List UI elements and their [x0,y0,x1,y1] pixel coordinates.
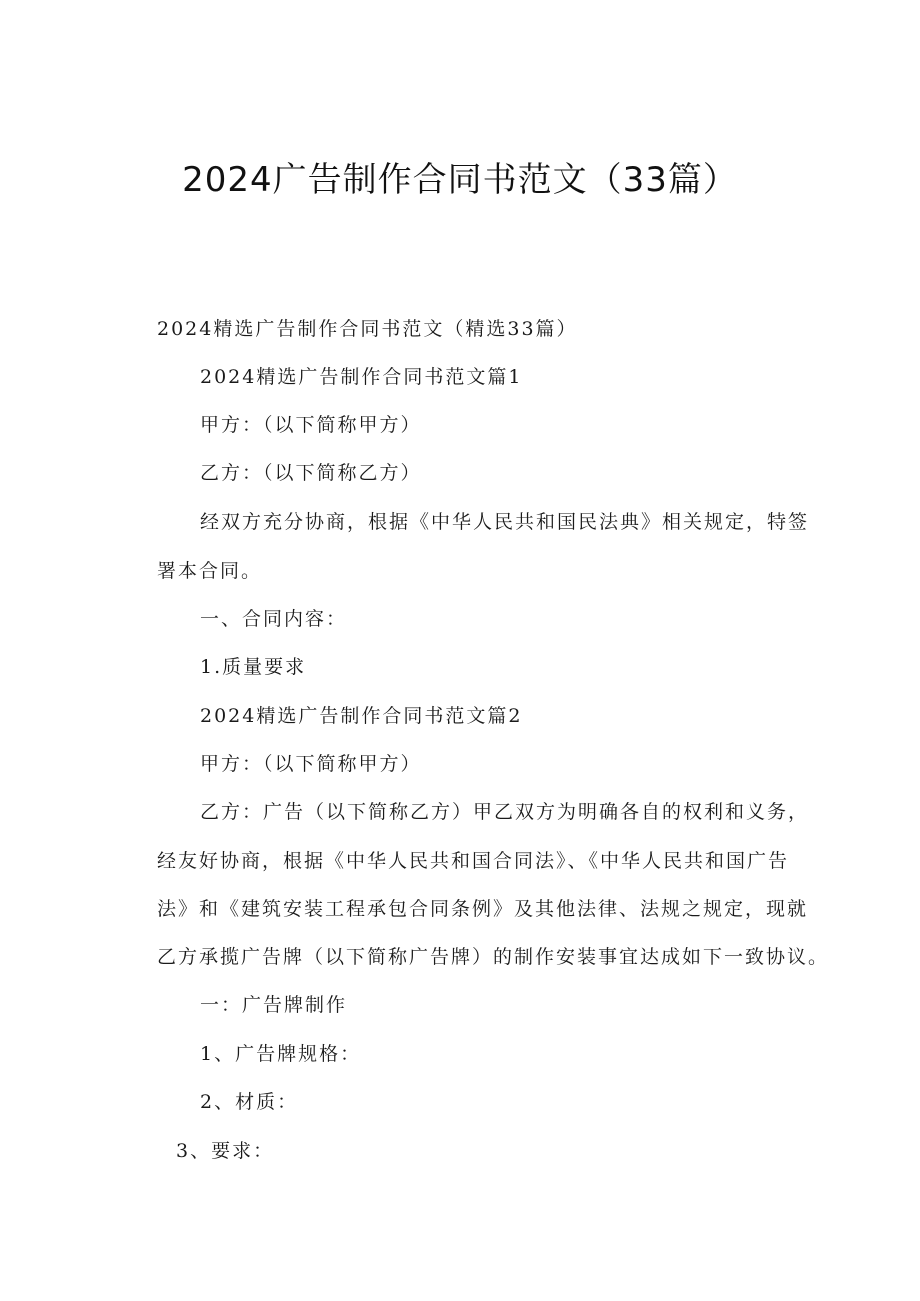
document-subtitle: 2024精选广告制作合同书范文（精选33篇） [157,318,578,340]
party-b-line: 乙方：（以下简称乙方） [200,462,422,484]
requirements-item: 3、要求： [176,1140,275,1162]
material-item: 2、材质： [200,1091,299,1113]
section-heading-1: 2024精选广告制作合同书范文篇1 [200,366,523,388]
agreement-paragraph-line: 乙方：广告（以下简称乙方）甲乙双方为明确各自的权利和义务， [200,801,810,823]
party-a-line: 甲方：（以下简称甲方） [200,753,422,775]
intro-paragraph-line: 经双方充分协商，根据《中华人民共和国民法典》相关规定，特签 [200,511,810,533]
party-a-line: 甲方：（以下简称甲方） [200,414,422,436]
agreement-paragraph-line: 经友好协商，根据《中华人民共和国合同法》、《中华人民共和国广告 [157,850,790,872]
quality-requirement-item: 1.质量要求 [200,656,307,678]
contract-content-item: 一、合同内容： [200,608,348,630]
section-heading-2: 2024精选广告制作合同书范文篇2 [200,705,523,727]
agreement-paragraph-line: 法》和《建筑安装工程承包合同条例》及其他法律、法规之规定，现就 [157,898,809,920]
agreement-paragraph-line: 乙方承揽广告牌（以下简称广告牌）的制作安装事宜达成如下一致协议。 [157,946,830,968]
document-title: 2024广告制作合同书范文（33篇） [182,160,738,200]
sign-making-item: 一：广告牌制作 [200,994,348,1016]
intro-paragraph-line: 署本合同。 [157,560,263,582]
sign-spec-item: 1、广告牌规格： [200,1043,362,1065]
